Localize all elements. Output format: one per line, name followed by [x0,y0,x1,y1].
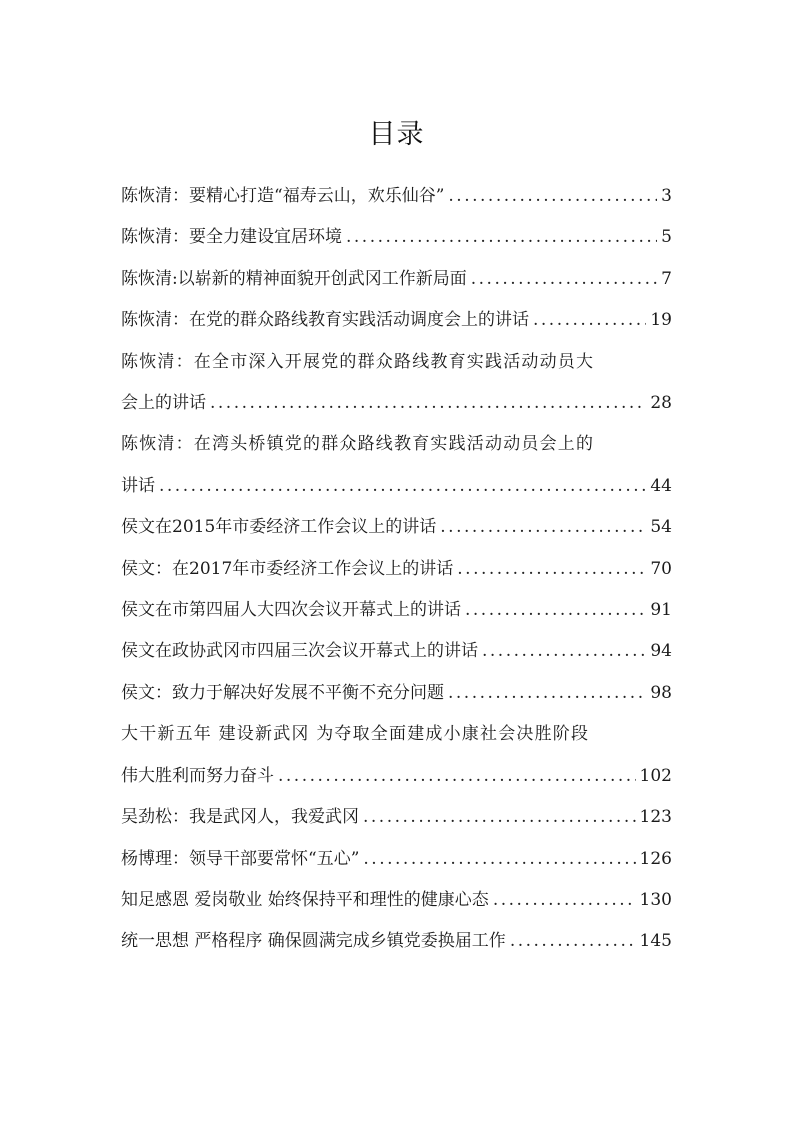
toc-entry-title: 侯文在政协武冈市四届三次会议开幕式上的讲话 [121,641,478,662]
toc-entry-title: 杨博理：领导干部要常怀“五心” [121,848,360,869]
dot-leader [510,921,636,962]
toc-entry-title: 陈恢清：要精心打造“福寿云山，欢乐仙谷” [121,186,445,206]
dot-leader [363,797,636,838]
toc-entry[interactable] [121,259,672,300]
toc-entry-title: 陈恢清：在党的群众路线教育实践活动调度会上的讲话 [121,310,529,331]
toc-page-number: 3 [661,186,672,206]
dot-leader [448,176,657,217]
toc-page-number: 102 [639,765,672,786]
toc-page-number: 44 [650,475,672,496]
toc-entry[interactable] [121,507,672,548]
toc-entry-title: 伟大胜利而努力奋斗 [121,765,274,786]
toc-page-number: 98 [650,682,672,703]
dot-leader [493,880,636,921]
dot-leader [465,590,646,631]
dot-leader [159,466,646,507]
dot-leader [346,217,657,258]
toc-page-number: 94 [650,641,672,662]
table-of-contents [121,176,672,963]
toc-entry-title: 讲话 [121,475,155,496]
toc-entry-title-line1: 陈恢清：在湾头桥镇党的群众路线教育实践活动动员会上的 [121,434,595,455]
toc-entry[interactable] [121,176,672,217]
toc-entry-title-line1: 大干新五年 建设新武冈 为夺取全面建成小康社会决胜阶段 [121,724,590,745]
toc-page-number: 126 [639,848,672,869]
dot-leader [471,259,657,300]
toc-page-number: 7 [661,268,672,289]
toc-entry[interactable] [121,673,672,714]
toc-entry[interactable] [121,714,672,797]
dot-leader [482,631,646,672]
toc-entry[interactable] [121,921,672,962]
dot-leader [278,756,636,797]
page-title: 目录 [368,119,425,150]
toc-entry[interactable] [121,342,672,425]
toc-page-number: 91 [650,600,672,621]
toc-page-number: 5 [661,227,672,248]
dot-leader [210,383,646,424]
toc-page-number: 130 [639,889,672,910]
dot-leader [448,673,646,714]
toc-entry-title: 侯文：致力于解决好发展不平衡不充分问题 [121,682,444,703]
dot-leader [457,549,646,590]
toc-page-number: 145 [639,931,672,952]
toc-page-number: 19 [650,310,672,331]
toc-entry-title: 会上的讲话 [121,393,206,414]
toc-entry[interactable] [121,631,672,672]
toc-entry-title: 统一思想 严格程序 确保圆满完成乡镇党委换届工作 [121,931,506,952]
toc-entry-title: 知足感恩 爱岗敬业 始终保持平和理性的健康心态 [121,889,489,910]
toc-entry[interactable] [121,839,672,880]
dot-leader [363,839,635,880]
toc-entry[interactable] [121,590,672,631]
toc-page-number: 123 [639,807,672,828]
toc-page-number: 28 [650,393,672,414]
toc-entry-title: 侯文在市第四届人大四次会议开幕式上的讲话 [121,600,461,621]
toc-entry[interactable] [121,797,672,838]
toc-entry-title: 侯文：在2017年市委经济工作会议上的讲话 [121,558,454,579]
toc-page-number: 54 [650,517,672,538]
toc-entry[interactable] [121,549,672,590]
toc-entry-title: 侯文在2015年市委经济工作会议上的讲话 [121,517,437,538]
dot-leader [533,300,646,341]
toc-entry-title: 陈恢清:以崭新的精神面貌开创武冈工作新局面 [121,268,467,289]
toc-entry-title: 吴劲松：我是武冈人，我爱武冈 [121,807,359,828]
dot-leader [440,507,646,548]
toc-entry[interactable] [121,217,672,258]
toc-entry[interactable] [121,300,672,341]
toc-page-number: 70 [650,558,672,579]
toc-entry-title-line1: 陈恢清：在全市深入开展党的群众路线教育实践活动动员大 [121,351,595,372]
toc-entry[interactable] [121,424,672,507]
toc-entry-title: 陈恢清：要全力建设宜居环境 [121,227,342,248]
toc-entry[interactable] [121,880,672,921]
